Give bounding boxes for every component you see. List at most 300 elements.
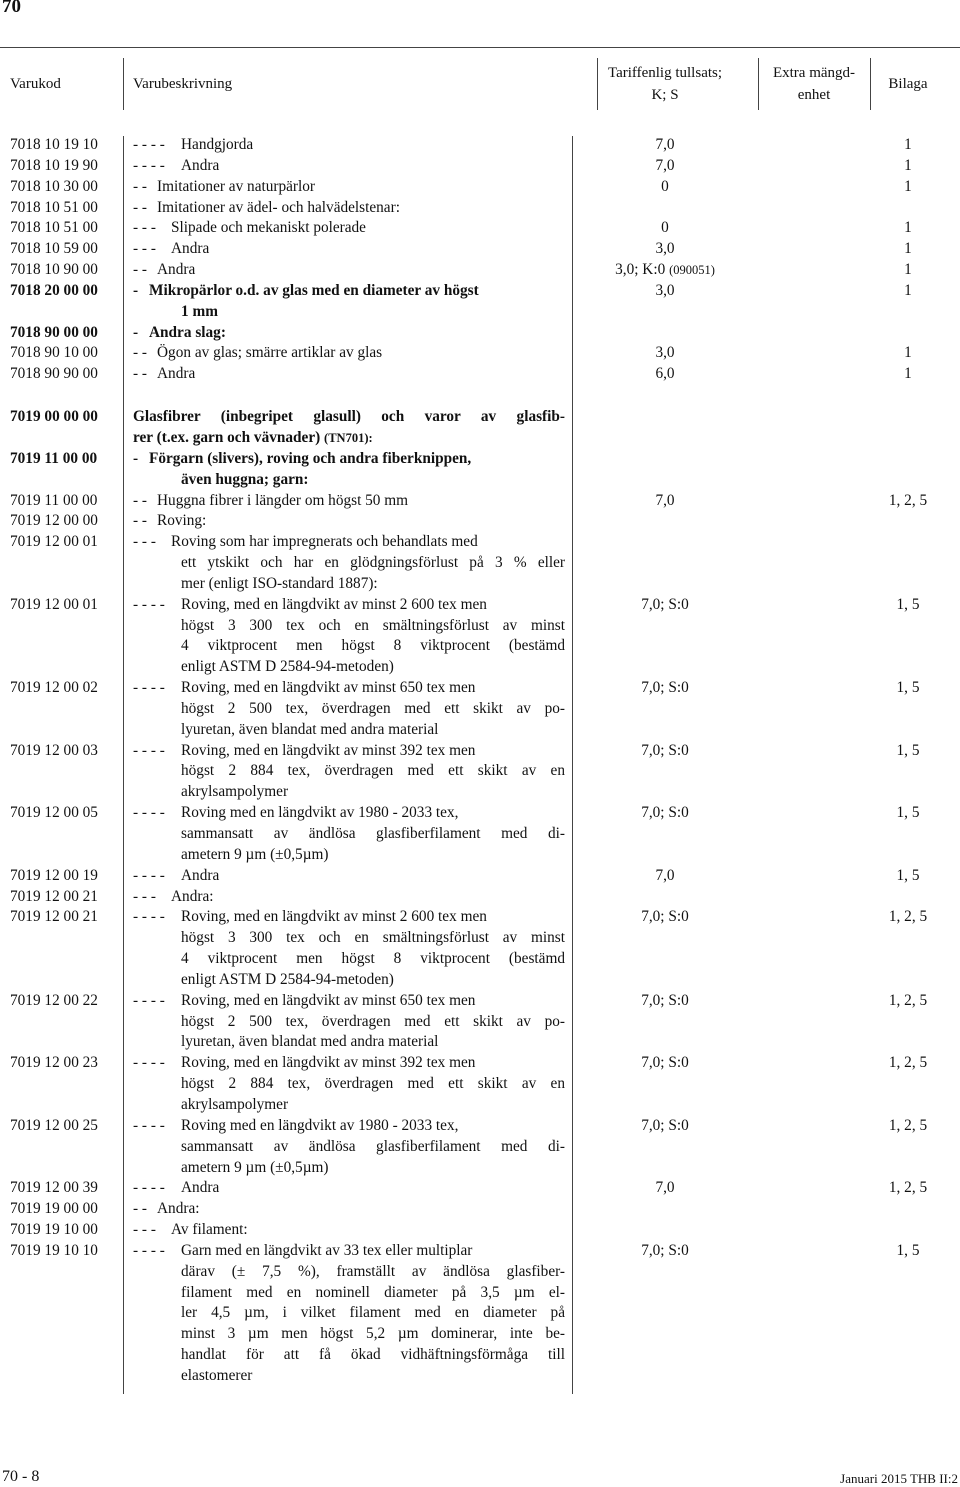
table-row [0, 281, 960, 323]
goods-description [123, 532, 572, 595]
goods-description [123, 907, 572, 990]
indent-dashes: - - - - [133, 1116, 165, 1134]
description-line: Roving som har impregnerats och behandlats med [171, 533, 478, 551]
extra-unit [758, 803, 870, 866]
tariff-rate [572, 511, 758, 532]
tariff-code: 7018 10 51 00 [10, 198, 98, 216]
tariff-rate [572, 449, 758, 491]
tariff-rate [572, 1178, 758, 1199]
tariff-code: 7018 90 10 00 [10, 344, 98, 362]
tariff-value: 7,0; S:0 [641, 804, 689, 822]
header-divider [597, 58, 598, 110]
tariff-code: 7018 10 19 90 [10, 156, 98, 174]
annex-value [870, 511, 946, 532]
tariff-rate [572, 323, 758, 344]
tariff-rate [572, 532, 758, 595]
indent-dashes: - - - [133, 533, 156, 551]
tariff-code: 7019 12 00 21 [10, 887, 98, 905]
goods-description [123, 449, 572, 491]
table-row [0, 156, 960, 177]
table-row [0, 1116, 960, 1179]
tariff-code: 7019 12 00 23 [10, 1054, 98, 1072]
description-line: Roving, med en längdvikt av minst 2 600 tex men [181, 908, 487, 926]
table-row [0, 1199, 960, 1220]
tariff-value: 7,0 [655, 136, 675, 153]
tariff-rate [572, 177, 758, 198]
table-row [0, 449, 960, 491]
table-row [0, 364, 960, 385]
annex-value: 1, 2, 5 [888, 1054, 928, 1072]
header-unit-line2: enhet [797, 87, 831, 103]
description-line: Andra [181, 156, 220, 174]
description-line: Andra: [157, 1200, 200, 1218]
tariff-value: 7,0; S:0 [641, 741, 689, 759]
description-line: Andra [181, 1179, 220, 1197]
annex-value: 1 [904, 219, 912, 237]
top-rule [0, 47, 960, 48]
description-line: högst 2 500 tex, överdragen med ett skikt av po- [181, 699, 565, 717]
indent-dashes: - - - - [133, 136, 165, 153]
header-description: Varubeskrivning [133, 75, 233, 92]
table-row [0, 678, 960, 741]
indent-dashes: - - - - [133, 1179, 165, 1197]
description-line: ametern 9 µm (±0,5µm) [181, 845, 329, 863]
annex-value [870, 449, 946, 491]
tariff-value: 7,0; S:0 [641, 1116, 689, 1134]
indent-dashes: - - - - [133, 1054, 165, 1072]
description-line: Förgarn (slivers), roving och andra fiberknippen, [149, 449, 472, 467]
tariff-code: 7019 11 00 00 [10, 449, 98, 467]
table-row [0, 1178, 960, 1199]
table-row [0, 343, 960, 364]
extra-unit [758, 364, 870, 385]
heading-note: (TN701): [324, 430, 373, 445]
header-annex: Bilaga [888, 75, 928, 92]
tariff-code: 7018 10 90 00 [10, 261, 98, 279]
indent-dashes: - - [133, 177, 148, 195]
annex-value: 1 [904, 344, 912, 362]
extra-unit [758, 991, 870, 1054]
tariff-value: 0 [661, 177, 669, 195]
goods-description [123, 678, 572, 741]
footer-edition: Januari 2015 THB II:2 [840, 1471, 958, 1486]
header-divider [123, 58, 124, 110]
goods-description [123, 595, 572, 678]
tariff-code: 7019 12 00 02 [10, 679, 98, 697]
annex-value [870, 323, 946, 344]
tariff-code: 7019 12 00 21 [10, 908, 98, 926]
indent-dashes: - - [133, 344, 148, 362]
description-line: Roving, med en längdvikt av minst 2 600 tex men [181, 595, 487, 613]
tariff-value: 7,0 [655, 1179, 675, 1197]
tariff-rate [572, 1220, 758, 1241]
table-row [0, 218, 960, 239]
description-line: lyuretan, även blandat med andra material [181, 720, 439, 738]
annex-value [870, 198, 946, 219]
description-line: Huggna fibrer i längder om högst 50 mm [157, 491, 409, 509]
goods-description [123, 198, 572, 219]
tariff-code: 7018 90 90 00 [10, 365, 98, 383]
description-line: Roving, med en längdvikt av minst 650 tex men [181, 991, 476, 1009]
description-line: ler 4,5 µm, i vilket filament med en diameter på [181, 1304, 565, 1322]
tariff-rate [572, 198, 758, 219]
annex-value: 1, 5 [896, 1241, 920, 1259]
description-line: Andra [181, 866, 220, 884]
tariff-rate [572, 218, 758, 239]
extra-unit [758, 1199, 870, 1220]
table-header [0, 58, 960, 110]
description-line: Mikropärlor o.d. av glas med en diameter av högst [149, 281, 479, 299]
tariff-code: 7019 19 00 00 [10, 1200, 98, 1218]
tariff-rate [572, 1199, 758, 1220]
tariff-rate [572, 135, 758, 156]
tariff-code: 7018 10 51 00 [10, 219, 98, 237]
goods-description [123, 135, 572, 156]
indent-dashes: - - - - [133, 804, 165, 822]
description-line: även huggna; garn: [181, 470, 309, 488]
description-line: Andra [157, 365, 196, 383]
indent-dashes: - - [133, 1200, 148, 1218]
goods-description [123, 407, 572, 449]
annex-value: 1 [904, 281, 912, 299]
description-line: Garn med en längdvikt av 33 tex eller multiplar [181, 1241, 473, 1259]
header-tariff-line2: K; S [651, 87, 679, 103]
indent-dashes: - - [133, 261, 148, 279]
extra-unit [758, 678, 870, 741]
goods-description [123, 511, 572, 532]
tariff-code: 7019 12 00 00 [10, 512, 98, 530]
goods-description [123, 156, 572, 177]
tariff-rate [572, 260, 758, 281]
indent-dashes: - - - - [133, 679, 165, 697]
indent-dashes: - - [133, 491, 148, 509]
table-row [0, 532, 960, 595]
heading-text-cont: rer (t.ex. garn och vävnader) [133, 428, 321, 446]
annex-value: 1, 2, 5 [888, 1116, 928, 1134]
tariff-value: 3,0; K:0 [615, 261, 666, 279]
description-line: Andra slag: [149, 323, 226, 341]
goods-description [123, 364, 572, 385]
tariff-code: 7019 11 00 00 [10, 491, 98, 509]
extra-unit [758, 281, 870, 323]
indent-dashes: - - - - [133, 908, 165, 926]
description-line: minst 3 µm men högst 5,2 µm dominerar, inte be- [181, 1325, 565, 1343]
goods-description [123, 741, 572, 804]
table-row [0, 1053, 960, 1116]
tariff-value: 7,0; S:0 [641, 1054, 689, 1072]
extra-unit [758, 595, 870, 678]
footer-page: 70 - 8 [2, 1468, 40, 1485]
description-line: Handgjorda [181, 136, 254, 153]
extra-unit [758, 449, 870, 491]
indent-dashes: - - [133, 198, 148, 216]
description-line: sammansatt av ändlösa glasfiberfilament med di- [181, 1137, 565, 1155]
annex-value: 1, 2, 5 [888, 991, 928, 1009]
goods-description [123, 991, 572, 1054]
tariff-rate [572, 364, 758, 385]
table-row [0, 887, 960, 908]
annex-value [870, 887, 946, 908]
tariff-code: 7019 12 00 03 [10, 741, 98, 759]
annex-value: 1 [904, 156, 912, 174]
extra-unit [758, 323, 870, 344]
goods-description [123, 177, 572, 198]
header-tariff [572, 58, 758, 110]
tariff-rate [572, 156, 758, 177]
tariff-rate [572, 343, 758, 364]
description-line: Andra [157, 261, 196, 279]
tariff-rate [572, 1053, 758, 1116]
annex-value [870, 407, 946, 449]
extra-unit [758, 511, 870, 532]
description-line: Slipade och mekaniskt polerade [171, 219, 366, 237]
description-line: mer (enligt ISO-standard 1887): [181, 574, 378, 592]
table-row [0, 595, 960, 678]
annex-value: 1 [904, 240, 912, 258]
tariff-value: 0 [661, 219, 669, 237]
tariff-rate [572, 281, 758, 323]
tariff-note: (090051) [669, 263, 715, 278]
tariff-value: 6,0 [655, 365, 675, 383]
tariff-code: 7018 10 59 00 [10, 240, 98, 258]
tariff-rate [572, 491, 758, 512]
goods-description [123, 1178, 572, 1199]
tariff-code: 7019 12 00 22 [10, 991, 98, 1009]
annex-value: 1 [904, 261, 912, 279]
extra-unit [758, 135, 870, 156]
extra-unit [758, 343, 870, 364]
tariff-value: 7,0 [655, 866, 675, 884]
heading-text: Glasfibrer (inbegripet glasull) och varor av glasfib- [133, 408, 565, 426]
description-line: akrylsampolymer [181, 783, 289, 801]
extra-unit [758, 156, 870, 177]
table-row [0, 260, 960, 281]
goods-description [123, 887, 572, 908]
goods-description [123, 1053, 572, 1116]
extra-unit [758, 532, 870, 595]
annex-value: 1 [904, 177, 912, 195]
tariff-code: 7019 12 00 19 [10, 866, 98, 884]
goods-description [123, 1241, 572, 1387]
tariff-rate [572, 887, 758, 908]
goods-description [123, 281, 572, 323]
goods-description [123, 803, 572, 866]
tariff-value: 7,0 [655, 491, 675, 509]
annex-value: 1, 5 [896, 679, 920, 697]
tariff-value: 7,0; S:0 [641, 991, 689, 1009]
description-line: högst 2 500 tex, överdragen med ett skikt av po- [181, 1012, 565, 1030]
tariff-value: 7,0; S:0 [641, 908, 689, 926]
extra-unit [758, 260, 870, 281]
header-unit-line1: Extra mängd- [772, 65, 856, 81]
indent-dashes: - - - - [133, 1241, 165, 1259]
description-line: ett ytskikt och har en glödgningsförlust på 3 % eller [181, 554, 565, 572]
tariff-code: 7019 12 00 05 [10, 804, 98, 822]
description-line: Andra: [171, 887, 214, 905]
description-line: 1 mm [181, 302, 218, 320]
header-divider [870, 58, 871, 110]
table-row [0, 866, 960, 887]
extra-unit [758, 1220, 870, 1241]
extra-unit [758, 887, 870, 908]
extra-unit [758, 866, 870, 887]
indent-dashes: - - - - [133, 156, 165, 174]
goods-description [123, 1116, 572, 1179]
extra-unit [758, 198, 870, 219]
description-line: enligt ASTM D 2584-94-metoden) [181, 970, 394, 988]
table-row [0, 198, 960, 219]
tariff-rate [572, 595, 758, 678]
indent-dashes: - [133, 323, 139, 341]
tariff-rate [572, 1116, 758, 1179]
chapter-number: 70 [2, 0, 21, 17]
table-row [0, 1220, 960, 1241]
goods-description [123, 239, 572, 260]
extra-unit [758, 741, 870, 804]
tariff-rate [572, 239, 758, 260]
table-row [0, 1241, 960, 1387]
indent-dashes: - - - [133, 219, 156, 237]
description-line: Roving, med en längdvikt av minst 392 tex men [181, 741, 476, 759]
description-line: enligt ASTM D 2584-94-metoden) [181, 658, 394, 676]
tariff-value: 7,0; S:0 [641, 595, 689, 613]
goods-description [123, 1199, 572, 1220]
description-line: handlat för att få ökad vidhäftningsförmåga till [181, 1346, 565, 1364]
tariff-code: 7018 90 00 00 [10, 323, 98, 341]
header-unit [758, 58, 870, 110]
table-row [0, 741, 960, 804]
table-row [0, 239, 960, 260]
annex-value: 1, 5 [896, 804, 920, 822]
description-line: akrylsampolymer [181, 1095, 289, 1113]
description-line: högst 3 300 tex och en smältningsförlust av minst [181, 929, 565, 947]
description-line: ametern 9 µm (±0,5µm) [181, 1158, 329, 1176]
annex-value [870, 532, 946, 595]
description-line: elastomerer [181, 1366, 253, 1384]
description-line: Roving, med en längdvikt av minst 650 tex men [181, 679, 476, 697]
goods-description [123, 491, 572, 512]
tariff-code: 7018 10 30 00 [10, 177, 98, 195]
description-line: högst 3 300 tex och en smältningsförlust av minst [181, 616, 565, 634]
annex-value: 1, 5 [896, 595, 920, 613]
tariff-code: 7019 12 00 25 [10, 1116, 98, 1134]
indent-dashes: - [133, 449, 139, 467]
description-line: Imitationer av ädel- och halvädelstenar: [157, 198, 400, 216]
description-line: Andra [171, 240, 210, 258]
header-divider [758, 58, 759, 110]
description-line: Av filament: [171, 1221, 248, 1239]
indent-dashes: - - - - [133, 741, 165, 759]
indent-dashes: - - - [133, 240, 156, 258]
annex-value: 1, 5 [896, 866, 920, 884]
tariff-code: 7019 19 10 00 [10, 1221, 98, 1239]
header-tariff-line1: Tariffenlig tullsats; [607, 65, 723, 81]
indent-dashes: - - - [133, 1221, 156, 1239]
goods-description [123, 866, 572, 887]
tariff-rate [572, 1241, 758, 1387]
indent-dashes: - - - [133, 887, 156, 905]
annex-value: 1, 2, 5 [888, 1179, 928, 1197]
tariff-value: 3,0 [655, 240, 675, 258]
annex-value: 1 [904, 365, 912, 383]
annex-value: 1 [904, 136, 912, 153]
tariff-code: 7019 12 00 01 [10, 595, 98, 613]
tariff-code: 7019 12 00 39 [10, 1179, 98, 1197]
tariff-rate [572, 803, 758, 866]
goods-description [123, 323, 572, 344]
table-row [0, 135, 960, 156]
description-line: Roving med en längdvikt av 1980 - 2033 tex, [181, 804, 459, 822]
tariff-rate [572, 991, 758, 1054]
annex-value [870, 1220, 946, 1241]
tariff-code: 7018 10 19 10 [10, 136, 98, 153]
description-line: Roving med en längdvikt av 1980 - 2033 tex, [181, 1116, 459, 1134]
annex-value [870, 1199, 946, 1220]
tariff-rate [572, 741, 758, 804]
tariff-code: 7018 20 00 00 [10, 281, 98, 299]
tariff-value: 7,0; S:0 [641, 1241, 689, 1259]
extra-unit [758, 907, 870, 990]
tariff-code: 7019 19 10 10 [10, 1241, 98, 1259]
description-line: högst 2 884 tex, överdragen med ett skikt av en [181, 762, 565, 780]
description-line: sammansatt av ändlösa glasfiberfilament med di- [181, 825, 565, 842]
annex-value: 1, 2, 5 [888, 908, 928, 926]
tariff-code: 7019 12 00 01 [10, 533, 98, 551]
indent-dashes: - - [133, 365, 148, 383]
tariff-value: 3,0 [655, 281, 675, 299]
goods-description [123, 260, 572, 281]
extra-unit [758, 177, 870, 198]
extra-unit [758, 1053, 870, 1116]
extra-unit [758, 1116, 870, 1179]
table-row [0, 907, 960, 990]
tariff-rate [572, 866, 758, 887]
table-row [0, 407, 960, 449]
tariff-value: 3,0 [655, 344, 675, 362]
description-line: Roving: [157, 512, 207, 530]
description-line: lyuretan, även blandat med andra material [181, 1033, 439, 1051]
indent-dashes: - - [133, 512, 148, 530]
tariff-rate [572, 407, 758, 449]
tariff-value: 7,0 [655, 156, 675, 174]
description-line: 4 viktprocent men högst 8 viktprocent (bestämd [181, 637, 565, 655]
extra-unit [758, 491, 870, 512]
description-line: filament med en nominell diameter på 3,5 µm el- [181, 1283, 565, 1301]
header-code: Varukod [10, 75, 61, 92]
extra-unit [758, 239, 870, 260]
description-line: därav (± 7,5 %), framställt av ändlösa glasfiber- [181, 1262, 565, 1280]
extra-unit [758, 1241, 870, 1387]
table-row [0, 803, 960, 866]
annex-value: 1, 2, 5 [888, 491, 928, 509]
tariff-code: 7019 00 00 00 [10, 408, 98, 426]
table-row [0, 511, 960, 532]
section-gap [0, 385, 960, 407]
indent-dashes: - - - - [133, 866, 165, 884]
indent-dashes: - - - - [133, 595, 165, 613]
tariff-table-body [0, 135, 960, 1387]
indent-dashes: - - - - [133, 991, 165, 1009]
description-line: Roving, med en längdvikt av minst 392 tex men [181, 1054, 476, 1072]
extra-unit [758, 407, 870, 449]
goods-description [123, 218, 572, 239]
extra-unit [758, 218, 870, 239]
description-line: 4 viktprocent men högst 8 viktprocent (bestämd [181, 950, 565, 968]
goods-description [123, 1220, 572, 1241]
tariff-value: 7,0; S:0 [641, 679, 689, 697]
table-row [0, 177, 960, 198]
tariff-rate [572, 678, 758, 741]
